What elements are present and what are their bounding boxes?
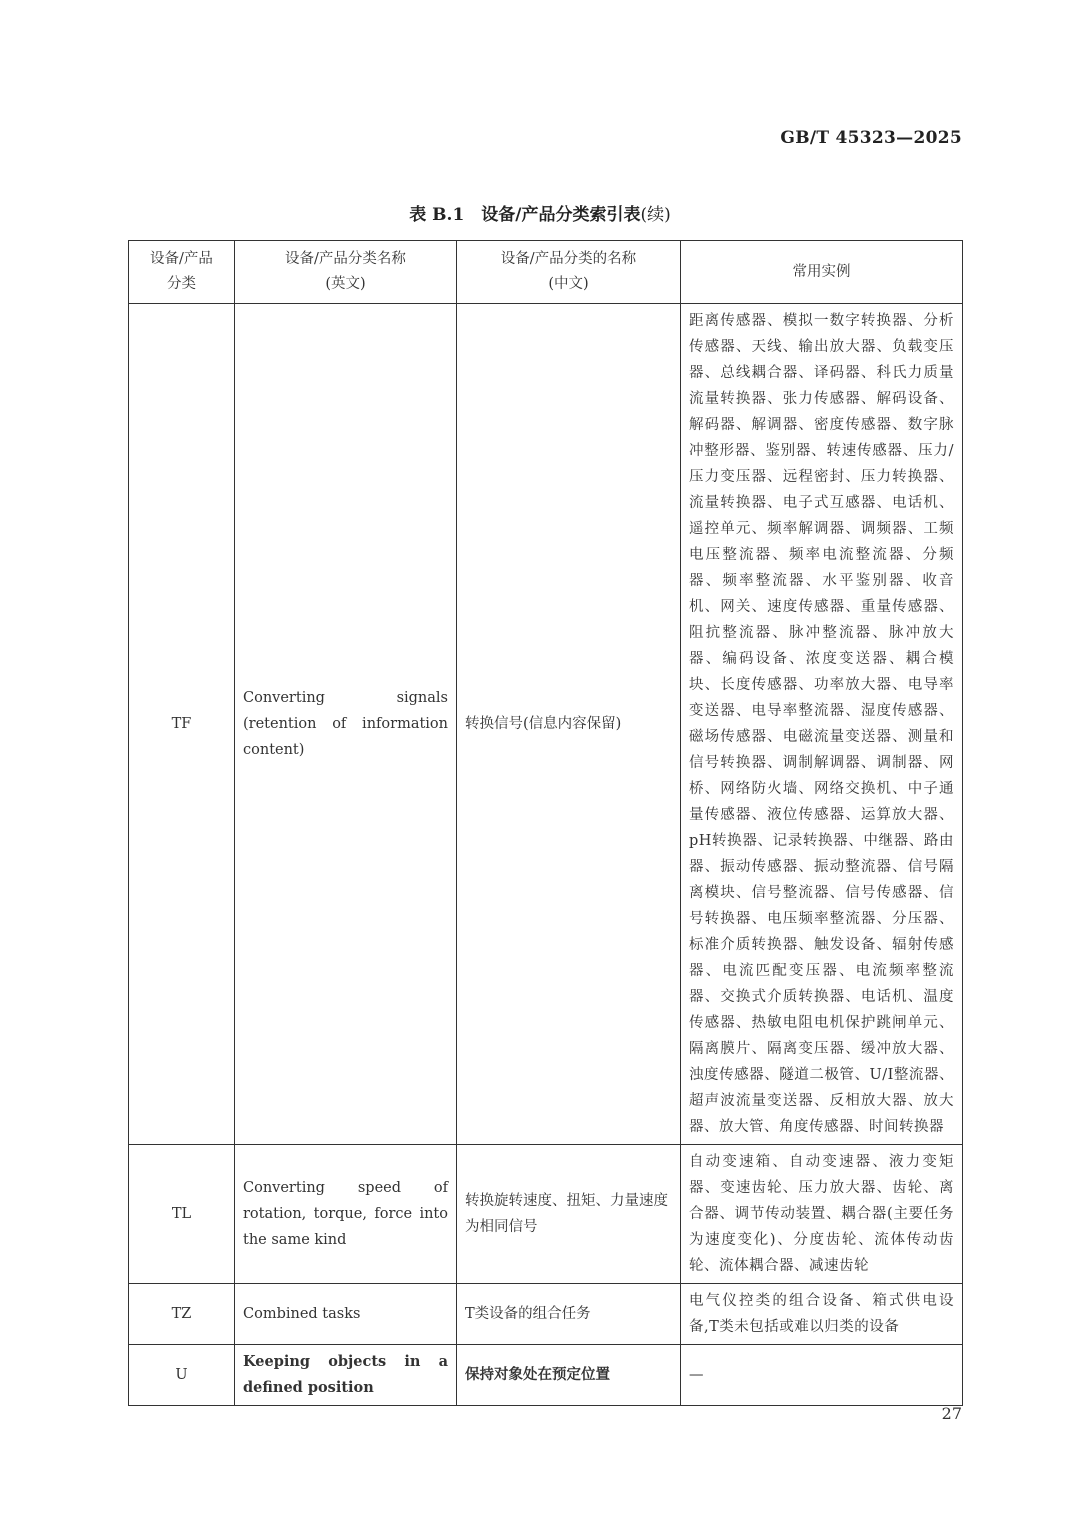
row-code: TF xyxy=(129,304,235,1145)
row-name-en: Converting speed of rotation, torque, force into the same kind xyxy=(235,1145,457,1284)
row-examples: 电气仪控类的组合设备、箱式供电设备,T类未包括或难以归类的设备 xyxy=(681,1284,963,1345)
row-name-zh: 转换信号(信息内容保留) xyxy=(457,304,681,1145)
row-examples: — xyxy=(681,1345,963,1406)
table-title-main: 表 B.1 设备/产品分类索引表 xyxy=(409,205,641,225)
col-header-examples xyxy=(681,241,963,304)
row-name-en: Keeping objects in a defined position xyxy=(235,1345,457,1406)
col-header-name-en xyxy=(235,241,457,304)
row-code: TL xyxy=(129,1145,235,1284)
col-header-code xyxy=(129,241,235,304)
col-header-code-line1: 设备/产品 xyxy=(150,251,213,267)
row-name-en: Converting signals (retention of information content) xyxy=(235,304,457,1145)
table-row xyxy=(129,1345,963,1406)
page-number: 27 xyxy=(941,1404,962,1423)
table-title xyxy=(0,200,1080,225)
table-row xyxy=(129,1284,963,1345)
row-name-zh: 转换旋转速度、扭矩、力量速度为相同信号 xyxy=(457,1145,681,1284)
row-examples: 自动变速箱、自动变速器、液力变矩器、变速齿轮、压力放大器、齿轮、离合器、调节传动装置、耦合器(主要任务为速度变化)、分度齿轮、流体传动齿轮、流体耦合器、减速齿轮 xyxy=(681,1145,963,1284)
col-header-name-en-line2: (英文) xyxy=(325,276,366,292)
col-header-examples-line1: 常用实例 xyxy=(792,263,851,280)
row-name-zh: T类设备的组合任务 xyxy=(457,1284,681,1345)
classification-index-table xyxy=(128,240,963,1406)
standard-code: GB/T 45323—2025 xyxy=(780,128,962,148)
col-header-name-en-line1: 设备/产品分类名称 xyxy=(285,251,406,267)
row-name-zh: 保持对象处在预定位置 xyxy=(457,1345,681,1406)
row-code: TZ xyxy=(129,1284,235,1345)
col-header-code-line2: 分类 xyxy=(167,276,196,292)
col-header-name-zh-line2: (中文) xyxy=(548,276,589,292)
table-header-row xyxy=(129,241,963,304)
row-code: U xyxy=(129,1345,235,1406)
table-title-suffix: (续) xyxy=(640,205,671,225)
table-row xyxy=(129,304,963,1145)
row-name-en: Combined tasks xyxy=(235,1284,457,1345)
row-examples: 距离传感器、模拟一数字转换器、分析传感器、天线、输出放大器、负载变压器、总线耦合器、译码器、科氏力质量流量转换器、张力传感器、解码设备、解码器、解调器、密度传感器、数字脉冲整形器、鉴别器、转速传感器、压力/压力变压器、远程密封、压力转换器、流量转换器、电子式互感器、电话机、遥控单元、频率解调器、调频器、工频电压整流器、频率电流整流器、分频器、频率整流器、水平鉴别器、收音机、网关、速度传感器、重量传感器、阻抗整流器、脉冲整流器、脉冲放大器、编码设备、浓度变送器、耦合模块、长度传感器、功率放大器、电导率变送器、电导率整流器、湿度传感器、磁场传感器、电磁流量变送器、测量和信号转换器、调制解调器、调制器、网桥、网络防火墙、网络交换机、中子通量传感器、液位传感器、运算放大器、pH转换器、记录转换器、中继器、路由器、振动传感器、振动整流器、信号隔离模块、信号整流器、信号传感器、信号转换器、电压频率整流器、分压器、标准介质转换器、触发设备、辐射传感器、电流匹配变压器、电流频率整流器、交换式介质转换器、电话机、温度传感器、热敏电阻电机保护跳闸单元、隔离膜片、隔离变压器、缓冲放大器、浊度传感器、隧道二极管、U/I整流器、超声波流量变送器、反相放大器、放大器、放大管、角度传感器、时间转换器 xyxy=(681,304,963,1145)
table-row xyxy=(129,1145,963,1284)
col-header-name-zh-line1: 设备/产品分类的名称 xyxy=(500,251,637,267)
col-header-name-zh xyxy=(457,241,681,304)
